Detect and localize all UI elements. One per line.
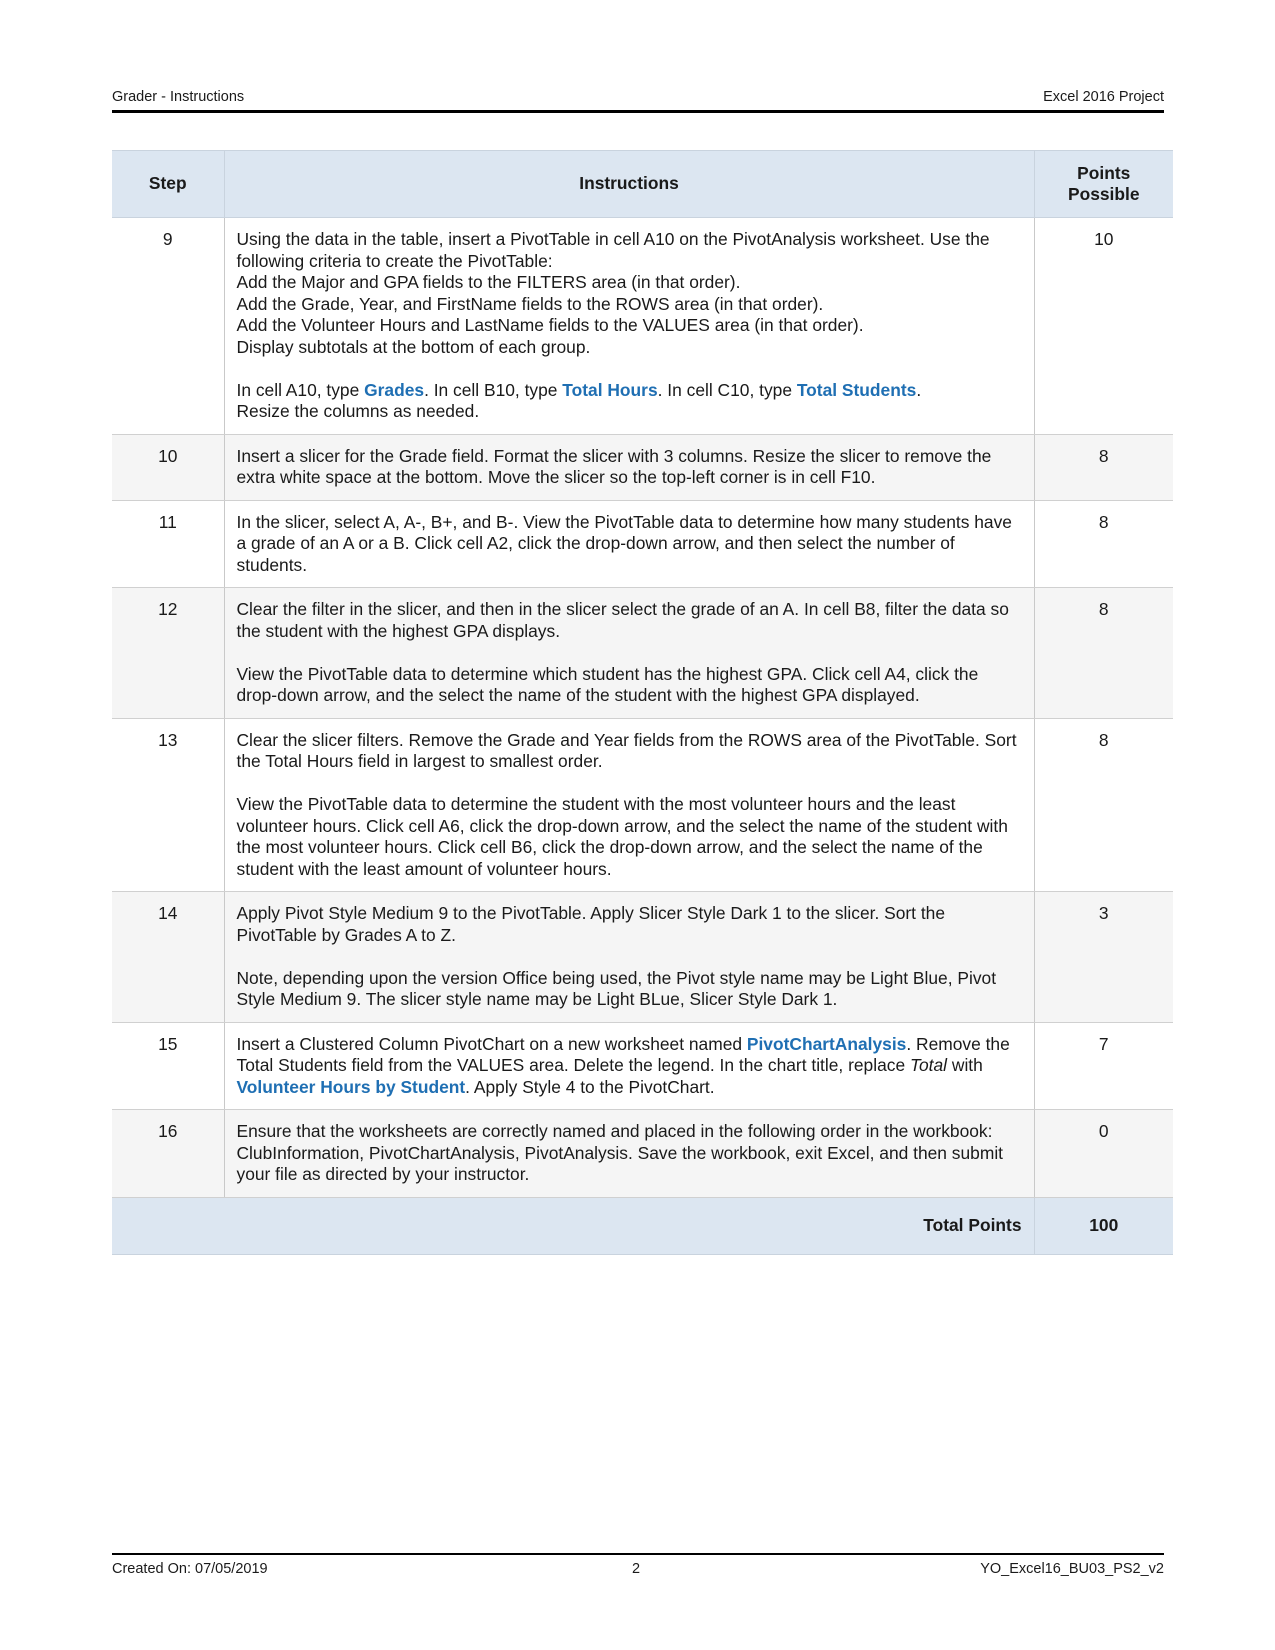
instruction-paragraph: Clear the slicer filters. Remove the Grade and Year fields from the ROWS area of the PivotTable. Sort the Total Hours field in largest to smallest order. bbox=[236, 729, 1017, 771]
instruction-paragraph: Apply Pivot Style Medium 9 to the PivotTable. Apply Slicer Style Dark 1 to the slicer. Sort the PivotTable by Grades A to Z. bbox=[236, 903, 946, 945]
points-value: 10 bbox=[1034, 218, 1173, 435]
instruction-paragraph bbox=[237, 229, 1022, 358]
step-number: 13 bbox=[112, 718, 224, 892]
column-header-points bbox=[1034, 151, 1173, 218]
points-value: 8 bbox=[1034, 434, 1173, 500]
instruction-text bbox=[224, 1022, 1034, 1110]
instruction-paragraph: In the slicer, select A, A-, B+, and B-. View the PivotTable data to determine how many students have a grade of an A or a B. Click cell A2, click the drop-down arrow, and then select the number of students. bbox=[236, 511, 1012, 575]
points-value: 8 bbox=[1034, 588, 1173, 719]
step-number: 14 bbox=[112, 892, 224, 1023]
highlighted-term: Grades bbox=[364, 379, 425, 400]
table-row-step-10 bbox=[112, 434, 1173, 500]
highlighted-term: PivotChartAnalysis bbox=[746, 1033, 907, 1054]
instruction-paragraph: View the PivotTable data to determine which student has the highest GPA. Click cell A4, click the drop-down arrow, and the select the name of the student with the highest GPA displayed. bbox=[236, 663, 979, 705]
highlighted-term: Volunteer Hours by Student bbox=[236, 1076, 466, 1097]
instruction-line: Add the Grade, Year, and FirstName fields to the ROWS area (in that order). bbox=[236, 293, 824, 314]
table-row-step-12 bbox=[112, 588, 1173, 719]
instruction-text bbox=[224, 718, 1034, 892]
instruction-text-span: . In cell B10, type bbox=[424, 379, 563, 400]
points-header-line2: Possible bbox=[1067, 184, 1140, 204]
points-value: 8 bbox=[1034, 718, 1173, 892]
header-doc-type: Grader - Instructions bbox=[112, 89, 245, 105]
table-row-step-13 bbox=[112, 718, 1173, 892]
footer-created-date: Created On: 07/05/2019 bbox=[112, 1561, 268, 1577]
instruction-text bbox=[224, 588, 1034, 719]
column-header-instructions: Instructions bbox=[224, 151, 1034, 218]
instruction-text-span: . In cell C10, type bbox=[657, 379, 797, 400]
step-number: 10 bbox=[112, 434, 224, 500]
instruction-text bbox=[224, 1110, 1034, 1198]
italic-term: Total bbox=[909, 1055, 948, 1075]
table-row-step-9 bbox=[112, 218, 1173, 435]
instruction-text-span: with bbox=[947, 1055, 983, 1075]
instruction-text-span: Insert a Clustered Column PivotChart on a new worksheet named bbox=[236, 1033, 747, 1054]
footer-file-id: YO_Excel16_BU03_PS2_v2 bbox=[980, 1561, 1164, 1577]
step-number: 12 bbox=[112, 588, 224, 719]
instruction-text bbox=[224, 500, 1034, 588]
instruction-line: Add the Volunteer Hours and LastName fields to the VALUES area (in that order). bbox=[236, 315, 864, 335]
instruction-text bbox=[224, 434, 1034, 500]
column-header-step: Step bbox=[112, 151, 224, 218]
instruction-text bbox=[224, 892, 1034, 1023]
page-footer bbox=[112, 1553, 1164, 1579]
step-number: 11 bbox=[112, 500, 224, 588]
header-project-name: Excel 2016 Project bbox=[1043, 89, 1164, 105]
instruction-line: Display subtotals at the bottom of each group. bbox=[236, 336, 591, 357]
instruction-paragraph: Ensure that the worksheets are correctly named and placed in the following order in the workbook: ClubInformation, PivotChartAnalysis, PivotAnalysis. Save the workbook, exit Excel, and then submit your file as directed by your instructor. bbox=[236, 1121, 1004, 1184]
footer-page-number: 2 bbox=[632, 1561, 641, 1577]
instruction-paragraph bbox=[237, 380, 1022, 423]
instruction-line: Resize the columns as needed. bbox=[236, 401, 480, 421]
instruction-paragraph: Clear the filter in the slicer, and then in the slicer select the grade of an A. In cell B8, filter the data so the student with the highest GPA displays. bbox=[236, 599, 1009, 641]
step-number: 16 bbox=[112, 1110, 224, 1198]
instruction-paragraph: View the PivotTable data to determine the student with the most volunteer hours and the least volunteer hours. Click cell A6, click the drop-down arrow, and the select the name of the student with the most volunteer hours. Click cell B6, click the drop-down arrow, and the select the name of the student with the least amount of volunteer hours. bbox=[236, 794, 1008, 879]
points-header-line1: Points bbox=[1077, 162, 1131, 183]
points-value: 3 bbox=[1034, 892, 1173, 1023]
grader-instructions-table bbox=[112, 150, 1173, 1255]
highlighted-term: Total Students bbox=[796, 379, 917, 400]
total-points-value: 100 bbox=[1034, 1197, 1173, 1254]
table-row-step-15 bbox=[112, 1022, 1173, 1110]
page-header bbox=[112, 88, 1164, 113]
step-number: 15 bbox=[112, 1022, 224, 1110]
table-row-step-11 bbox=[112, 500, 1173, 588]
points-value: 8 bbox=[1034, 500, 1173, 588]
instruction-paragraph: Insert a slicer for the Grade field. Format the slicer with 3 columns. Resize the slicer to remove the extra white space at the bottom. Move the slicer so the top-left corner is in cell F10. bbox=[236, 445, 992, 487]
instruction-line: Add the Major and GPA fields to the FILTERS area (in that order). bbox=[236, 272, 741, 292]
points-value: 0 bbox=[1034, 1110, 1173, 1198]
instruction-text-span: In cell A10, type bbox=[236, 379, 365, 400]
instruction-text-span: . bbox=[916, 379, 922, 400]
instruction-text-span: . Apply Style 4 to the PivotChart. bbox=[465, 1076, 715, 1097]
total-points-row bbox=[112, 1197, 1173, 1254]
instruction-line: Using the data in the table, insert a PivotTable in cell A10 on the PivotAnalysis worksheet. Use the following criteria to create the PivotTable: bbox=[236, 229, 990, 271]
instruction-text-span: . Remove the Total Students field from the VALUES area. Delete the legend. In the chart title, replace bbox=[236, 1033, 1010, 1075]
step-number: 9 bbox=[112, 218, 224, 435]
instruction-text bbox=[224, 218, 1034, 435]
highlighted-term: Total Hours bbox=[562, 379, 658, 400]
table-row-step-16 bbox=[112, 1110, 1173, 1198]
instruction-paragraph bbox=[237, 1034, 1022, 1099]
total-points-label: Total Points bbox=[112, 1197, 1034, 1254]
table-header-row bbox=[112, 151, 1173, 218]
table-row-step-14 bbox=[112, 892, 1173, 1023]
instruction-paragraph: Note, depending upon the version Office being used, the Pivot style name may be Light Blue, Pivot Style Medium 9. The slicer style name may be Light BLue, Slicer Style Dark 1. bbox=[236, 967, 997, 1009]
points-value: 7 bbox=[1034, 1022, 1173, 1110]
